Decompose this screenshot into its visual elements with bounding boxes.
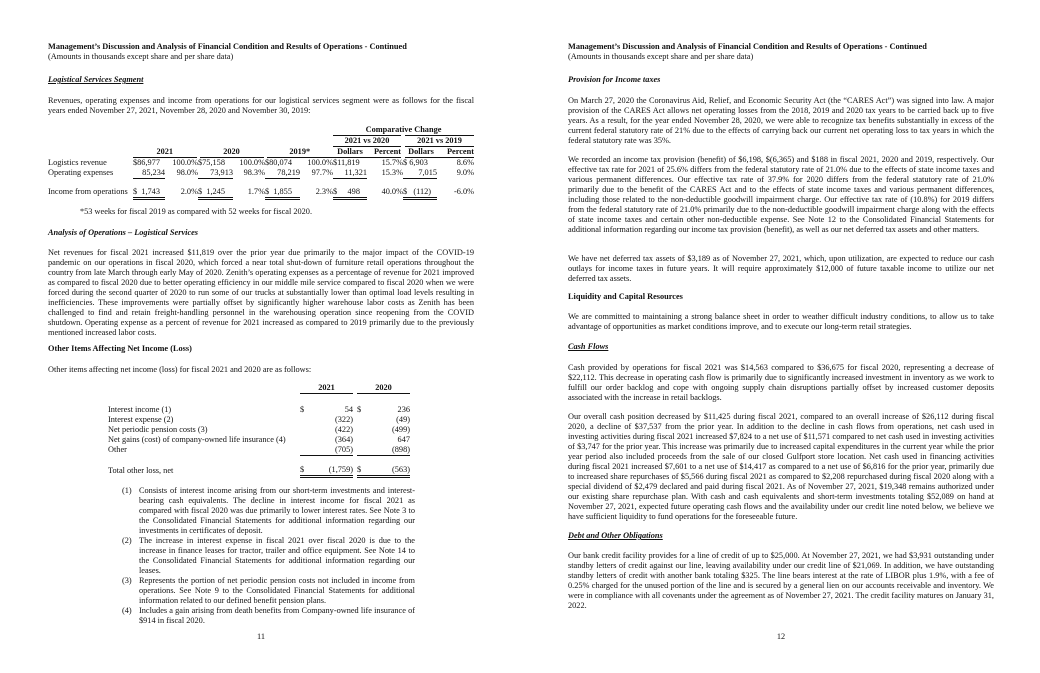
cell: $ — [300, 404, 305, 414]
cell: $ 1,245 — [198, 187, 233, 199]
segment-intro: Revenues, operating expenses and income from operations for our logistical services segment were as follows for the fiscal years ended November 27, 2021, November 28, 2020 and November 30, 2019: — [48, 96, 474, 115]
year-header: 2020 — [198, 147, 265, 158]
page-title: Management’s Discussion and Analysis of Financial Condition and Results of Operations - Continued — [48, 42, 407, 51]
footnote-number: (3) — [122, 576, 132, 585]
cell: $ 1,855 — [265, 187, 300, 199]
footnote-item — [122, 536, 415, 576]
cash-paragraph-1: Cash provided by operations for fiscal 2021 was $14,563 compared to $36,675 for fiscal 2020, representing a decrease of $22,112. This decrease in operating cash flow is primarily due to significantly increased investment in inventory as we work to fulfill our order backlog and cope with ongoing supply chain disruptions partially offset by increased customer deposits associated with the increase in retail backlogs. — [568, 363, 994, 402]
page-subtitle: (Amounts in thousands except share and per share data) — [48, 52, 234, 61]
footnote-item — [122, 486, 415, 536]
cell: 78,219 — [265, 168, 300, 179]
page-title: Management’s Discussion and Analysis of Financial Condition and Results of Operations - Continued — [568, 42, 927, 51]
section-heading-analysis: Analysis of Operations – Logistical Services — [48, 228, 199, 237]
col-header: Percent — [367, 147, 403, 158]
segment-table — [48, 125, 474, 200]
col-header: Percent — [437, 147, 474, 158]
section-heading-other-items: Other Items Affecting Net Income (Loss) — [48, 344, 192, 353]
page-12 — [568, 0, 994, 673]
table-row — [108, 435, 410, 445]
section-heading-income-taxes: Provision for Income taxes — [568, 75, 661, 84]
cell: 7,015 — [403, 168, 437, 179]
sub-header: 2021 vs 2019 — [403, 136, 474, 147]
footnote-number: (2) — [122, 536, 132, 545]
cell: 2.3% — [315, 187, 333, 197]
footnote-text: The increase in interest expense in fiscal 2021 over fiscal 2020 is due to the increase in finance leases for tractor, trailer and office equipment. See Note 14 to the Consolidated Financial Statements for additional information regarding our leases. — [139, 536, 415, 575]
row-label: Net periodic pension costs (3) — [108, 424, 208, 434]
table-row — [108, 445, 410, 456]
cell: 40.0% — [381, 187, 403, 197]
sub-header: 2021 vs 2020 — [333, 136, 403, 147]
row-label: Interest expense (2) — [108, 414, 174, 424]
footnote-item — [122, 606, 415, 626]
cell: $ — [357, 465, 365, 477]
cell: (364) — [335, 434, 353, 444]
cell: 100.0% — [307, 158, 333, 167]
cell: 11,321 — [333, 168, 367, 179]
footnote-number: (4) — [122, 606, 132, 615]
page-subtitle: (Amounts in thousands except share and per share data) — [568, 52, 754, 61]
cell: 236 — [397, 404, 410, 414]
analysis-text: Net revenues for fiscal 2021 increased $11,819 over the prior year due primarily to the major impact of the COVID-19 pandemic on our operations in fiscal 2020, which forced a near total shut-down of furniture retail operations throughout the country from late March through early May of 2020. Zenith’s operating expenses as a percentage of revenue for 2021 improved as compared to fiscal 2020 due to better operating efficiency in our middle mile service compared to fiscal 2020 when we were forced during the second quarter of 2020 to run some of our trucks at substantially lower than optimal load levels resulting in inefficiencies. These improvements were partially offset by significantly higher warehouse labor costs as Zenith has been challenged to find and retain freight-handling personnel in the warehousing operation since reopening from the COVID shutdown. Operating expense as a percent of revenue for 2021 increased as compared to 2019 primarily due to the previously mentioned increased labor costs. — [48, 248, 474, 337]
cell: 98.3% — [243, 168, 265, 178]
year-header: 2021 — [300, 383, 353, 394]
table-footnote: *53 weeks for fiscal 2019 as compared with 52 weeks for fiscal 2020. — [80, 207, 313, 216]
cell: 9.0% — [456, 168, 474, 178]
col-header: Dollars — [333, 147, 367, 158]
cell: 100.0% — [172, 158, 198, 167]
cell: 54 — [344, 404, 353, 414]
table-row — [48, 187, 474, 199]
row-label: Operating expenses — [48, 168, 114, 178]
cell: $ — [357, 404, 362, 414]
tax-paragraph-1: On March 27, 2020 the Coronavirus Aid, Relief, and Economic Security Act (the “CARES Act”) was signed into law. A major provision of the CARES Act allows net operating losses from the 2018, 2019 and 2020 tax years to be carried back up to five years. As a result, for the year ended November 28, 2020, we were able to recognize tax benefits substantially in excess of the current federal statutory rate of 21% due to the effects of carrying back our current net operating loss to tax years in which the federal statutory rate was 35%. — [568, 96, 994, 145]
footnote-item — [122, 576, 415, 606]
cell: (499) — [392, 424, 410, 434]
cell: 8.6% — [456, 158, 474, 167]
table-row — [48, 158, 474, 169]
cell: 73,913 — [198, 168, 233, 179]
footnote-number: (1) — [122, 486, 132, 495]
section-heading-liquidity: Liquidity and Capital Resources — [568, 292, 683, 301]
cell: 85,234 — [133, 168, 165, 179]
section-heading-logistical: Logistical Services Segment — [48, 75, 144, 84]
year-header: 2019* — [265, 147, 333, 158]
year-header: 2020 — [357, 383, 410, 394]
year-header: 2021 — [133, 147, 198, 158]
row-label: Total other loss, net — [108, 465, 174, 475]
cell: 647 — [397, 434, 410, 444]
cell: 97.7% — [311, 168, 333, 178]
cell: (898) — [365, 445, 410, 456]
cell: $ 6,903 — [403, 158, 428, 167]
cell: $86,977 — [133, 158, 160, 167]
footnotes-list — [122, 486, 415, 626]
section-heading-cash-flows: Cash Flows — [568, 342, 609, 351]
cell: (322) — [335, 414, 353, 424]
liquidity-paragraph: We are committed to maintaining a strong balance sheet in order to weather difficult industry conditions, to allow us to take advantage of opportunities as market conditions improve, and to execute our long-term retail strategies. — [568, 312, 994, 331]
cell: 1.7% — [247, 187, 265, 197]
group-header: Comparative Change — [333, 125, 474, 136]
cell: (1,759) — [308, 465, 353, 477]
cell: -6.0% — [453, 187, 474, 197]
row-label: Income from operations — [48, 187, 128, 197]
table-row — [108, 405, 410, 415]
debt-paragraph: Our bank credit facility provides for a line of credit of up to $25,000. At November 27, 2021, we had $3,931 outstanding under standby letters of credit against our line, leaving availability under our credit line of $21,069. In addition, we have outstanding standby letters of credit with another bank totaling $325. The line bears interest at the rate of LIBOR plus 1.9%, with a fee of 0.25% charged for the unused portion of the line and is secured by a general lien on our accounts receivable and inventory. We were in compliance with all covenants under the agreement as of November 27, 2021. The credit facility matures on January 31, 2022. — [568, 551, 994, 610]
cell: $11,819 — [333, 158, 360, 167]
cell: (49) — [396, 414, 410, 424]
page-11 — [48, 0, 474, 673]
table-row — [108, 415, 410, 425]
cell: (422) — [335, 424, 353, 434]
tax-paragraph-3: We have net deferred tax assets of $3,189 as of November 27, 2021, which, upon utilization, are expected to reduce our cash outlays for income taxes in future years. It will require approximately $12,000 of future taxable income to utilize our net deferred tax assets. — [568, 254, 994, 283]
cell: 15.3% — [381, 168, 403, 178]
cell: $ — [300, 465, 308, 477]
page-number: 12 — [776, 632, 786, 641]
cell: (705) — [308, 445, 353, 456]
cash-paragraph-2: Our overall cash position decreased by $11,425 during fiscal 2021, compared to an overall increase of $26,112 during fiscal 2020, a decline of $37,537 from the prior year. In addition to the decline in cash flows from operations, net cash used in investing activities during fiscal 2021 increased $7,824 to a net use of $11,571 compared to net cash used in investing activities of $3,747 for the prior year. This increase was primarily due to increased capital expenditures in the current year while the prior year period also included proceeds from the sale of our closed Gulfport store location. Net cash used in financing activities during fiscal 2021 increased $7,601 to a net use of $14,417 as compared to a net use of $6,816 for the prior year, primarily due to increased share repurchases of $5,566 during fiscal 2021 as compared to $2,208 repurchased during fiscal 2020 along with a special dividend of $2,479 declared and paid during fiscal 2021. As of November 27, 2021, $19,348 remains authorized under our existing share repurchase plan. With cash and cash equivalents and short-term investments totaling $52,089 on hand at November 27, 2021, expected future operating cash flows and the availability under our credit line noted below, we believe we have sufficient liquidity to fund operations for the foreseeable future. — [568, 412, 994, 521]
cell: 98.0% — [176, 168, 198, 178]
other-items-table — [108, 383, 410, 478]
other-intro: Other items affecting net income (loss) for fiscal 2021 and 2020 are as follows: — [48, 365, 312, 374]
row-label: Other — [108, 444, 127, 454]
tax-paragraph-2: We recorded an income tax provision (benefit) of $6,198, $(6,365) and $188 in fiscal 2021, 2020 and 2019, respectively. Our effective tax rate for 2021 of 25.6% differs from the federal statutory rate of 21.0% due to the effects of state income taxes and various permanent differences. Our effective tax rate of 37.9% for 2020 differs from the federal statutory rate of 21.0% primarily due to the benefit of the CARES Act and to the effects of state income taxes and various permanent differences, including those related to the non-deductible goodwill impairment charge. Our effective tax rate of (10.8%) for 2019 differs from the federal statutory rate of 21.0% primarily due to the non-deductible goodwill impairment charge along with the effects of state income taxes and certain other non-deductible expense. See Note 12 to the Consolidated Financial Statements for additional information regarding our income tax provision (benefit), as well as our net deferred tax assets and other matters. — [568, 155, 994, 234]
row-label: Logistics revenue — [48, 157, 107, 167]
row-label: Net gains (cost) of company-owned life insurance (4) — [108, 434, 286, 444]
table-row — [108, 425, 410, 435]
footnote-text: Represents the portion of net periodic pension costs not included in income from operations. See Note 9 to the Consolidated Financial Statements for additional information related to our defined benefit pension plans. — [139, 576, 415, 605]
cell: $75,158 — [198, 158, 225, 167]
page-number: 11 — [257, 632, 265, 641]
col-header: Dollars — [403, 147, 437, 158]
cell: $80,074 — [265, 158, 292, 167]
cell: $ (112) — [403, 187, 437, 199]
cell: $ 498 — [333, 187, 367, 199]
row-label: Interest income (1) — [108, 404, 172, 414]
section-heading-debt: Debt and Other Obligations — [568, 531, 663, 540]
cell: 2.0% — [180, 187, 198, 197]
table-row-total — [108, 465, 410, 477]
cell: 100.0% — [239, 158, 265, 167]
table-row — [48, 168, 474, 179]
footnote-text: Includes a gain arising from death benefits from Company-owned life insurance of $914 in fiscal 2020. — [139, 606, 415, 625]
cell: 15.7% — [381, 158, 403, 167]
footnote-text: Consists of interest income arising from our short-term investments and interest-bearing cash equivalents. The decline in interest income for fiscal 2021 as compared with fiscal 2020 was due primarily to lower interest rates. See Note 3 to the Consolidated Financial Statements for additional information regarding our investments in certificates of deposit. — [139, 486, 415, 535]
cell: $ 1,743 — [133, 187, 165, 199]
cell: (563) — [365, 465, 410, 477]
